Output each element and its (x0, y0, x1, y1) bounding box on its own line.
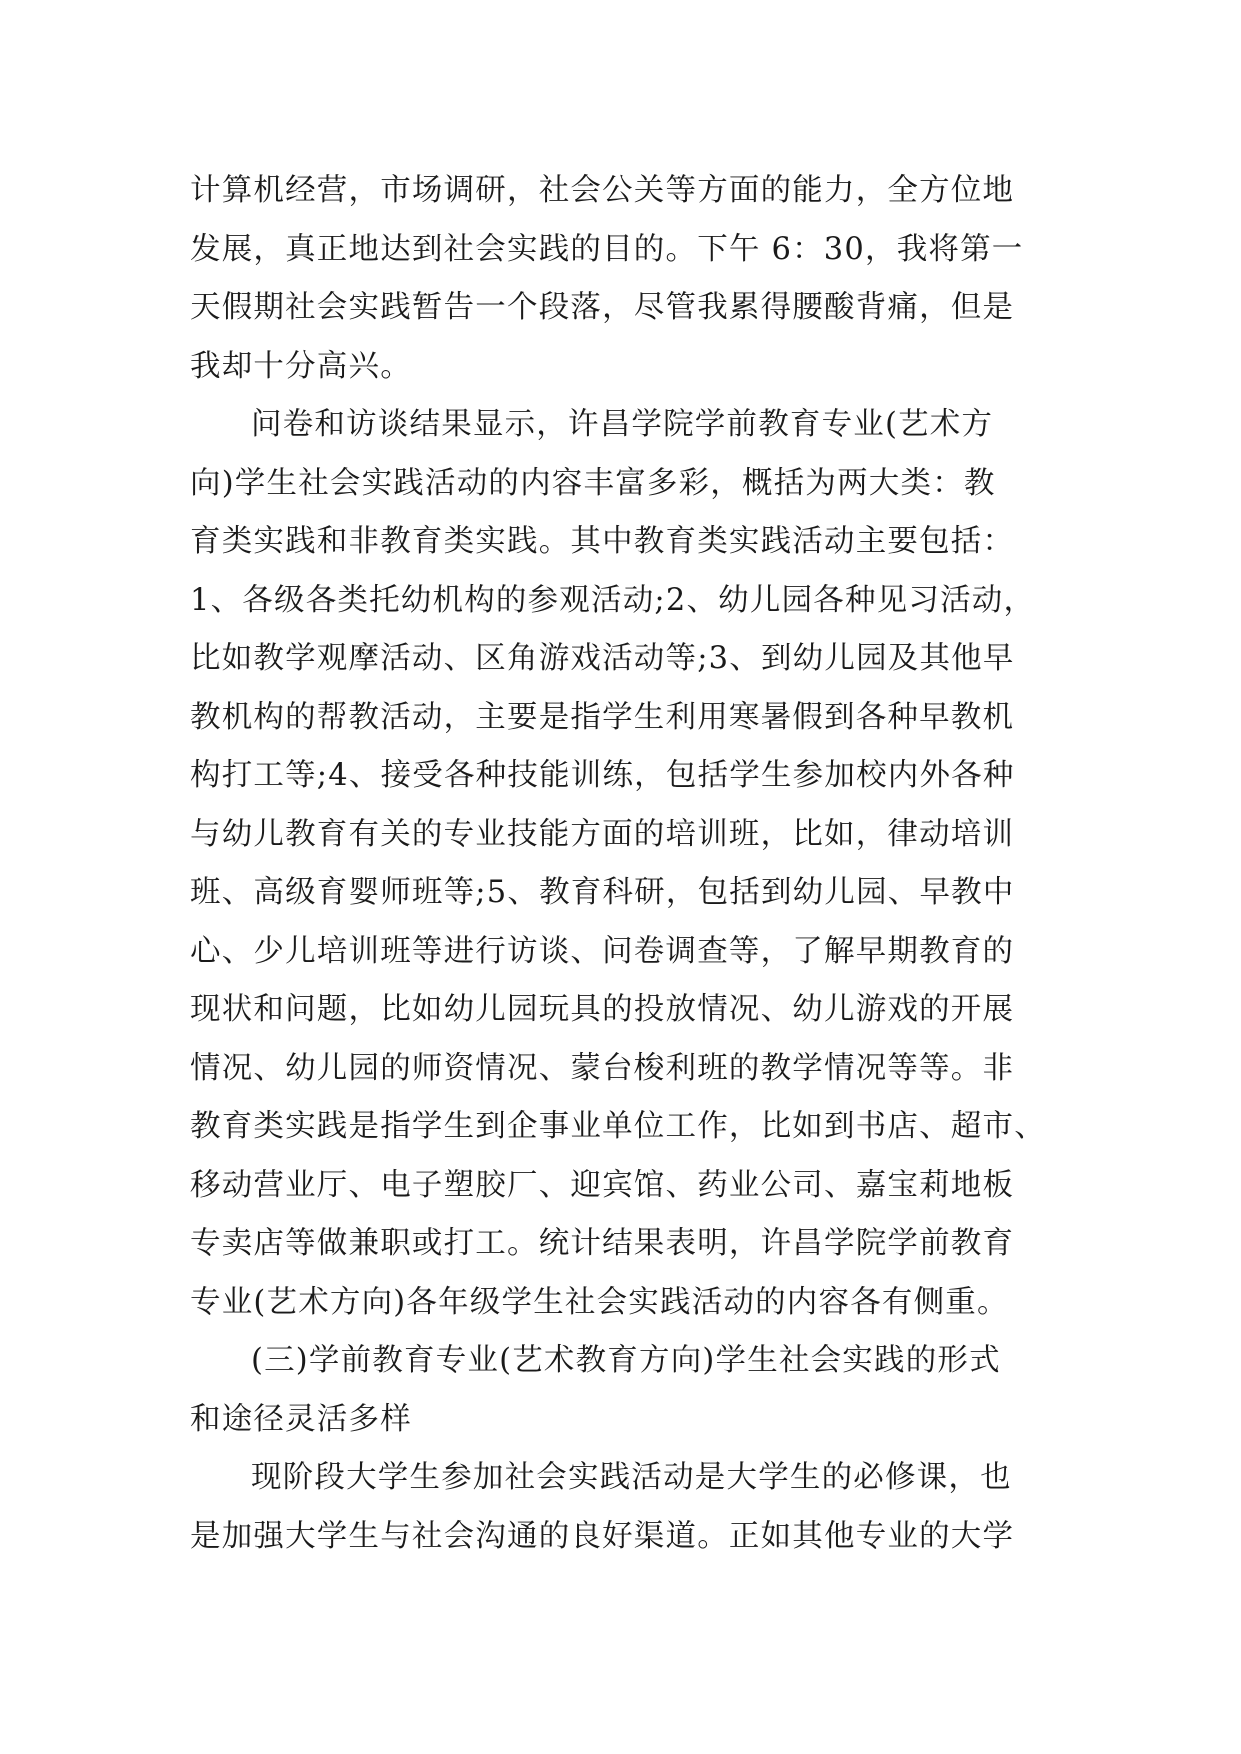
paragraph-1 (190, 162, 1048, 396)
text-line: 天假期社会实践暂告一个段落，尽管我累得腰酸背痛，但是 (190, 290, 1015, 325)
section-heading (190, 1332, 1048, 1449)
paragraph-2 (190, 396, 1048, 1332)
text-line: 发展，真正地达到社会实践的目的。下午 6：30，我将第一 (190, 231, 1024, 267)
text-line: 现阶段大学生参加社会实践活动是大学生的必修课，也 (251, 1460, 1012, 1495)
text-line: 教机构的帮教活动，主要是指学生利用寒暑假到各种早教机 (190, 699, 1015, 735)
text-line: 1、各级各类托幼机构的参观活动;2、幼儿园各种见习活动， (190, 582, 1036, 618)
text-line: 移动营业厅、电子塑胶厂、迎宾馆、药业公司、嘉宝莉地板 (190, 1167, 1015, 1203)
text-line: 我却十分高兴。 (190, 348, 412, 384)
paragraph-3 (190, 1449, 1048, 1566)
text-line: 专业(艺术方向)各年级学生社会实践活动的内容各有侧重。 (190, 1284, 1009, 1320)
text-line: 教育类实践是指学生到企事业单位工作，比如到书店、超市、 (190, 1109, 1046, 1144)
text-line: 比如教学观摩活动、区角游戏活动等;3、到幼儿园及其他早 (190, 641, 1015, 676)
text-line: 育类实践和非教育类实践。其中教育类实践活动主要包括： (190, 524, 1015, 559)
text-line: 是加强大学生与社会沟通的良好渠道。正如其他专业的大学 (190, 1518, 1015, 1554)
text-line: 与幼儿教育有关的专业技能方面的培训班，比如，律动培训 (190, 816, 1015, 852)
text-line: 计算机经营，市场调研，社会公关等方面的能力，全方位地 (190, 173, 1015, 208)
text-line: 现状和问题，比如幼儿园玩具的投放情况、幼儿游戏的开展 (190, 992, 1015, 1027)
body-text (190, 162, 1048, 1566)
text-line: 构打工等;4、接受各种技能训练，包括学生参加校内外各种 (190, 758, 1015, 793)
text-line: 向)学生社会实践活动的内容丰富多彩，概括为两大类：教 (190, 465, 996, 501)
heading-line: 和途径灵活多样 (190, 1401, 412, 1437)
heading-line: (三)学前教育专业(艺术教育方向)学生社会实践的形式 (251, 1343, 1001, 1378)
text-line: 班、高级育婴师班等;5、教育科研，包括到幼儿园、早教中 (190, 875, 1015, 910)
text-line: 问卷和访谈结果显示，许昌学院学前教育专业(艺术方 (251, 407, 994, 442)
text-line: 专卖店等做兼职或打工。统计结果表明，许昌学院学前教育 (190, 1226, 1015, 1261)
text-line: 心、少儿培训班等进行访谈、问卷调查等，了解早期教育的 (190, 933, 1015, 969)
text-line: 情况、幼儿园的师资情况、蒙台梭利班的教学情况等等。非 (190, 1050, 1015, 1086)
